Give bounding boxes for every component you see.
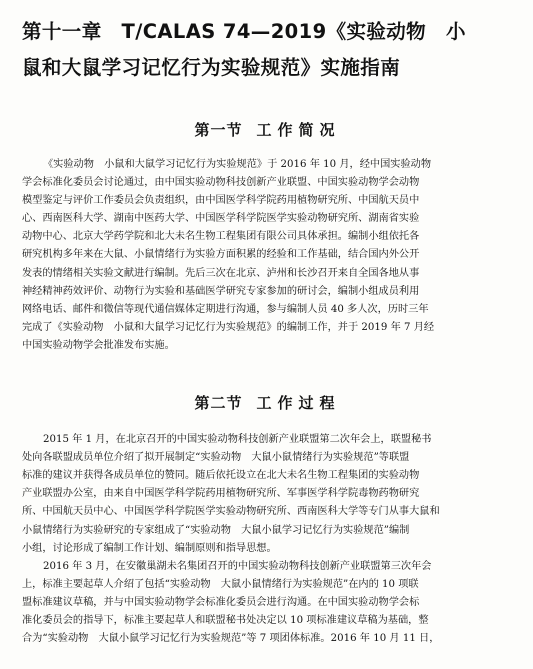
paragraph-line: 合为“实验动物 大鼠小鼠学习记忆行为实验规范”等 7 项团体标准。2016 年 10 月 11 日， [22,633,440,645]
section-2-title: 工作过程 [256,394,341,413]
paragraph-line: 标准的建议并获得各成员单位的赞同。随后依托设立在北大未名生物工程集团的实验动物 [22,470,420,482]
chapter-title-line-1: 第十一章 T/CALAS 74—2019《实验动物 小 [22,20,466,43]
paragraph-line: 研究机构多年来在大鼠、小鼠情绪行为实验方面积累的经验和工作基础，结合国内外公开 [22,249,420,261]
section-2-number: 第二节 [194,394,243,413]
paragraph-line: 学会标准化委员会讨论通过，由中国实验动物科技创新产业联盟、中国实验动物学会动物 [22,177,420,189]
paragraph-line: 2015 年 1 月，在北京召开的中国实验动物科技创新产业联盟第二次年会上，联盟秘书 [43,434,432,446]
section-2-paragraph-2 [22,558,513,648]
paragraph-line: 中国实验动物学会批准发布实施。 [22,339,175,351]
section-2-paragraph-1 [22,431,513,558]
section-1-number: 第一节 [194,121,243,139]
section-2-heading [22,393,513,413]
section-1-paragraph [22,156,513,355]
paragraph-line: 盟标准建议草稿，并与中国实验动物学会标准化委员会进行沟通。在中国实验动物学会标 [22,596,420,608]
paragraph-line: 上，标准主要起草人介绍了包括“实验动物 大鼠小鼠情绪行为实验规范”在内的 10 项联 [22,578,419,590]
paragraph-line: 小鼠情绪行为实验研究的专家组成了“实验动物 大鼠小鼠学习记忆行为实验规范”编制 [22,524,410,536]
paragraph-line: 小组，讨论形成了编制工作计划、编制原则和指导思想。 [22,542,277,554]
chapter-title [22,14,513,86]
paragraph-line: 神经精神药效评价、动物行为实验和基础医学研究专家参加的研讨会，编制小组成员利用 [22,285,420,297]
paragraph-line: 《实验动物 小鼠和大鼠学习记忆行为实验规范》于 2016 年 10 月，经中国实验动物 [43,159,432,170]
paragraph-line: 动物中心、北京大学药学院和北大未名生物工程集团有限公司具体承担。编制小组依托各 [22,231,420,243]
paragraph-line: 网络电话、邮件和微信等现代通信媒体定期进行沟通，参与编制人员 40 多人次，历时三年 [22,303,429,315]
paragraph-line: 准化委员会的指导下，标准主要起草人和联盟秘书处决定以 10 项标准建议草稿为基础，整 [22,614,429,626]
paragraph-line: 心、西南医科大学、湖南中医药大学、中国医学科学院医学实验动物研究所、湖南省实验 [22,213,420,225]
paragraph-line: 所、中国航天员中心、中国医学科学院医学实验动物研究所、西南医科大学等专门从事大鼠和 [22,506,440,518]
chapter-title-line-2: 鼠和大鼠学习记忆行为实验规范》实施指南 [22,56,401,79]
section-1-title: 工作简况 [256,121,341,139]
paragraph-line: 发表的情绪相关实验文献进行编制。先后三次在北京、泸州和长沙召开来自全国各地从事 [22,267,420,279]
paragraph-line: 2016 年 3 月，在安徽巢湖未名集团召开的中国实验动物科技创新产业联盟第三次年会 [43,560,432,572]
paragraph-line: 模型鉴定与评价工作委员会负责组织，由中国医学科学院药用植物研究所、中国航天员中 [22,195,420,207]
paragraph-line: 完成了《实验动物 小鼠和大鼠学习记忆行为实验规范》的编制工作，并于 2019 年 7 月经 [22,321,435,333]
paragraph-line: 处向各联盟成员单位介绍了拟开展制定“实验动物 大鼠小鼠情绪行为实验规范”等联盟 [22,452,410,464]
section-1-heading [22,120,513,140]
paragraph-line: 产业联盟办公室，由来自中国医学科学院药用植物研究所、军事医学科学院毒物药物研究 [22,488,420,500]
